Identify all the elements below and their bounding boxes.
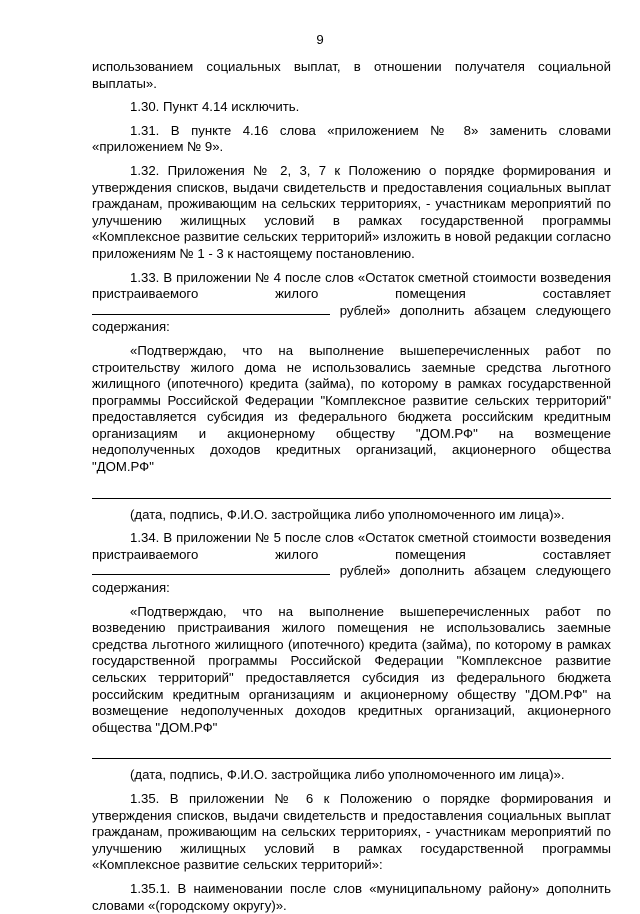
signature-caption: (дата, подпись, Ф.И.О. застройщика либо уполномоченного им лица)». — [130, 506, 565, 522]
paragraph-1-34-text: 1.34. В приложении № 5 после слов «Остаток сметной стоимости возведения пристраиваемого жилого помещения составляет — [92, 530, 611, 562]
paragraph-1-33-tail: рублей» дополнить абзацем следующего содержания: — [92, 302, 611, 335]
quote-paragraph-1: «Подтверждаю, что на выполнение вышеперечисленных работ по строительству жилого дома не использовались заемные средства льготного жилищного (ипотечного) кредита (займа), по которому в рамках государственной программы Российской Федерации "Комплексное развитие сельских территорий" предоставляется субсидия из федерального бюджета российским кредитным организациям и акционерному обществу "ДОМ.РФ" на возмещение недополученных доходов кредитных организаций, акционерного общества "ДОМ.РФ" — [92, 342, 611, 475]
paragraph-1-30: 1.30. Пункт 4.14 исключить. — [130, 99, 300, 115]
signature-line — [92, 742, 611, 759]
paragraph-intro: использованием социальных выплат, в отношении получателя социальной выплаты». — [92, 59, 611, 91]
paragraph-1-33 — [92, 270, 611, 336]
page-number: 9 — [316, 32, 324, 47]
paragraph-1-35: 1.35. В приложении № 6 к Положению о порядке формирования и утверждения списков, выдачи свидетельств и предоставления социальных выплат гражданам, проживающим на сельских территориях, - участникам мероприятий по улучшению жилищных условий в рамках государственной программы «Комплексное развитие сельских территорий»: — [92, 790, 611, 873]
paragraph-1-32: 1.32. Приложения № 2, 3, 7 к Положению о порядке формирования и утверждения списков, выдачи свидетельств и предоставления социальных выплат гражданам, проживающим на сельских территориях, - участникам мероприятий по улучшению жилищных условий в рамках государственной программы «Комплексное развитие сельских территорий» изложить в новой редакции согласно приложениям № 1 - 3 к настоящему постановлению. — [92, 162, 611, 261]
signature-line — [92, 482, 611, 499]
amount-blank-line — [92, 303, 330, 315]
paragraph-1-34-tail: рублей» дополнить абзацем следующего содержания: — [92, 563, 611, 596]
signature-caption: (дата, подпись, Ф.И.О. застройщика либо уполномоченного им лица)». — [130, 767, 565, 783]
document-body — [92, 59, 611, 914]
quote-paragraph-2: «Подтверждаю, что на выполнение вышеперечисленных работ по возведению пристраивания жилого помещения не использовались заемные средства льготного жилищного (ипотечного) кредита (займа), по которому в рамках государственной программы Российской Федерации "Комплексное развитие сельских территорий" предоставляется субсидия из федерального бюджета российским кредитным организациям и акционерному обществу "ДОМ.РФ" на возмещение недополученных доходов кредитных организаций, акционерного общества "ДОМ.РФ" — [92, 603, 611, 735]
paragraph-1-35-1: 1.35.1. В наименовании после слов «муниципальному району» дополнить словами «(городскому округу)». — [92, 880, 611, 913]
paragraph-1-33-text: 1.33. В приложении № 4 после слов «Остаток сметной стоимости возведения пристраиваемого жилого помещения составляет — [92, 269, 611, 302]
paragraph-1-34 — [92, 530, 611, 596]
paragraph-1-31: 1.31. В пункте 4.16 слова «приложением № 8» заменить словами «приложением № 9». — [92, 122, 611, 155]
amount-blank-line — [92, 563, 330, 575]
